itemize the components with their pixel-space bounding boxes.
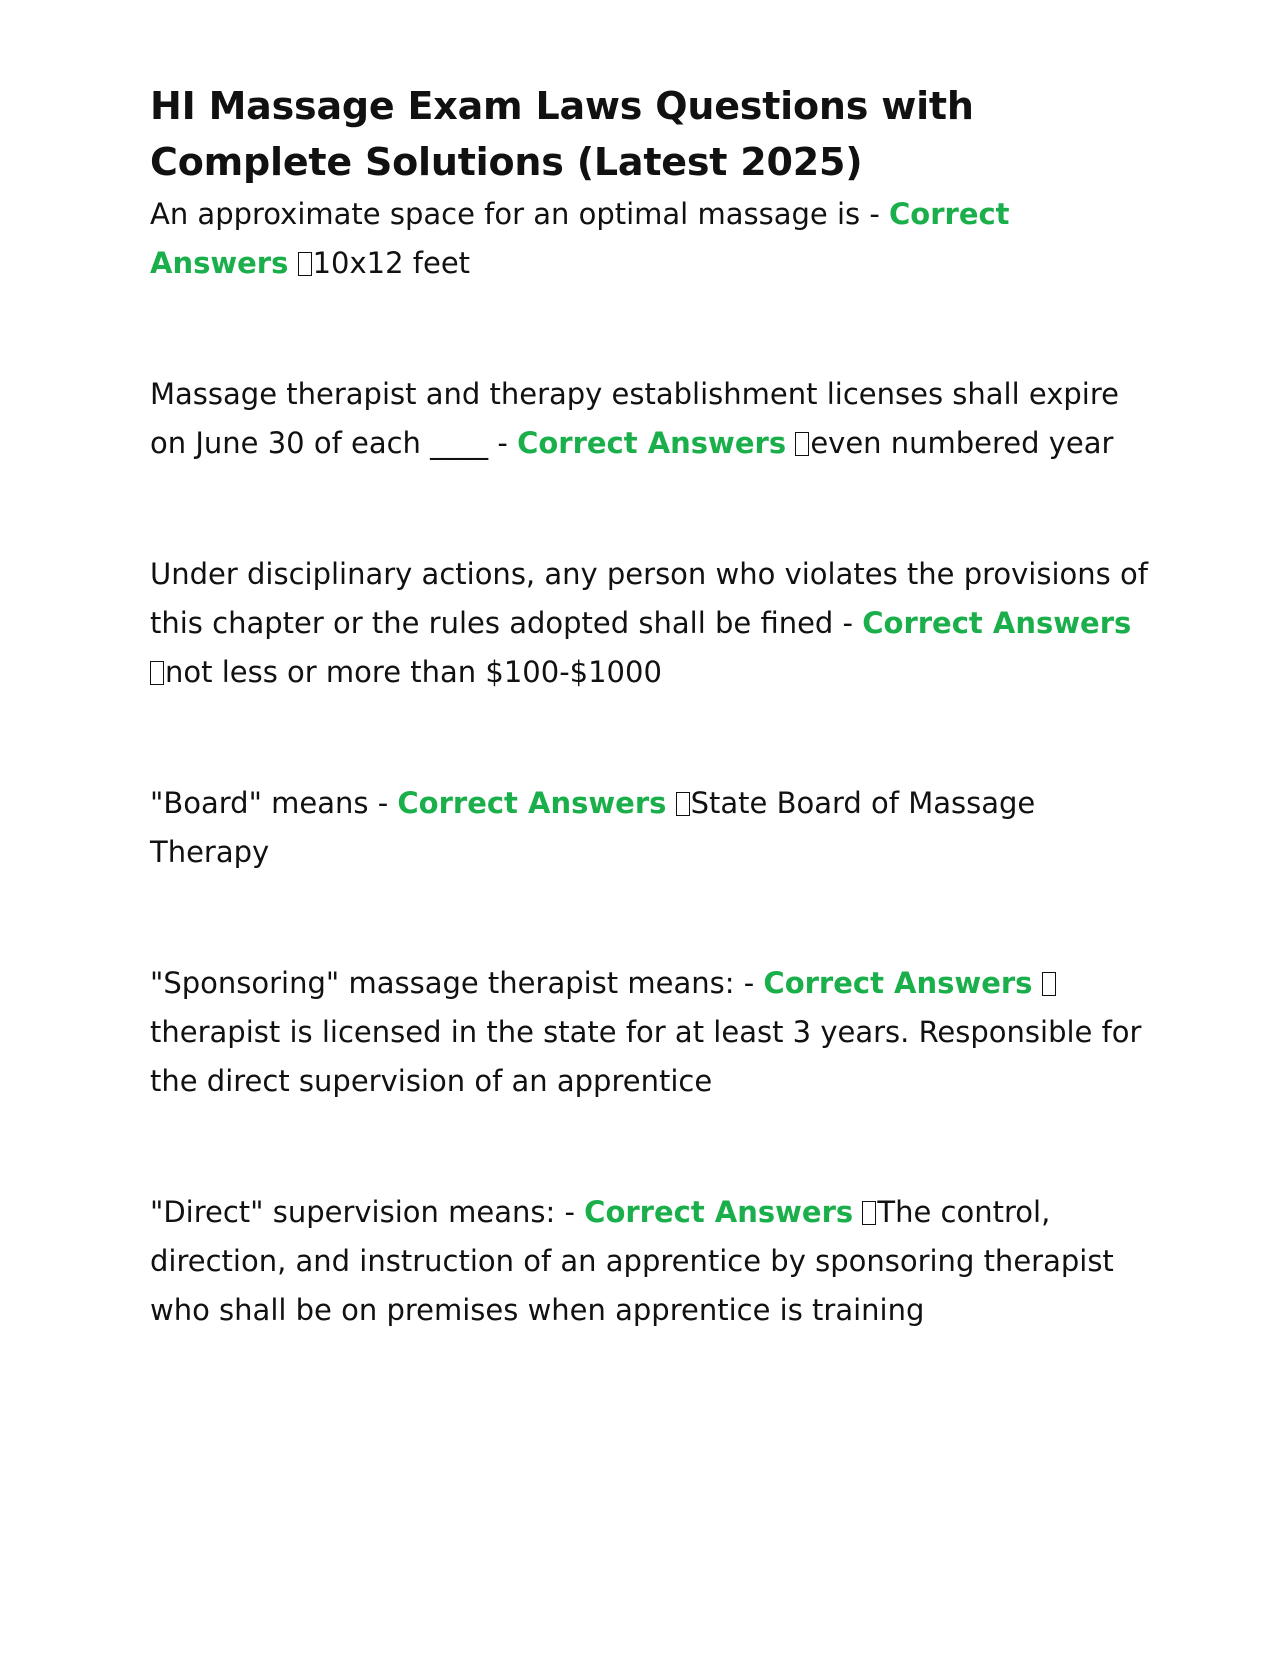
separator: - [555, 1195, 585, 1229]
answer-text: State Board of Massage Therapy [150, 786, 1036, 869]
separator: - [488, 426, 518, 460]
document-page [150, 78, 1150, 1417]
qa-item [150, 779, 1150, 877]
qa-item [150, 370, 1150, 468]
answer-label: Correct Answers [517, 426, 787, 460]
missing-glyph-icon [795, 432, 809, 456]
separator: - [833, 606, 863, 640]
question-text: "Direct" supervision means: [150, 1195, 556, 1229]
missing-glyph-icon [862, 1201, 876, 1225]
document-title: HI Massage Exam Laws Questions with Complete Solutions (Latest 2025) [150, 84, 974, 184]
qa-item [150, 1188, 1150, 1335]
answer-label: Correct Answers [862, 606, 1132, 640]
question-text: Under disciplinary actions, any person who violates the provisions of this chapter or the rules adopted shall be fined [150, 557, 1148, 640]
missing-glyph-icon [676, 792, 690, 816]
qa-item [150, 550, 1150, 697]
answer-label: Correct Answers [584, 1195, 854, 1229]
missing-glyph-icon [1042, 972, 1056, 996]
qa-item [150, 190, 1150, 288]
separator: - [860, 197, 890, 231]
question-text: An approximate space for an optimal massage is [150, 197, 861, 231]
answer-label: Correct Answers [150, 197, 1010, 280]
missing-glyph-icon [298, 252, 312, 276]
missing-glyph-icon [150, 661, 164, 685]
answer-label: Correct Answers [397, 786, 667, 820]
separator: - [734, 966, 764, 1000]
question-text: Massage therapist and therapy establishment licenses shall expire on June 30 of each ____ [150, 377, 1119, 460]
answer-label: Correct Answers [763, 966, 1033, 1000]
answer-text: 10x12 feet [312, 246, 471, 280]
question-text: "Sponsoring" massage therapist means: [150, 966, 735, 1000]
answer-text: even numbered year [810, 426, 1114, 460]
question-text: "Board" means [150, 786, 369, 820]
answer-text: therapist is licensed in the state for at least 3 years. Responsible for the direct supervision of an apprentice [150, 1015, 1142, 1098]
separator: - [368, 786, 398, 820]
answer-text: The control, direction, and instruction of an apprentice by sponsoring therapist who shall be on premises when apprentice is training [150, 1195, 1114, 1327]
qa-item [150, 959, 1150, 1106]
answer-text: not less or more than $100-$1000 [165, 655, 662, 689]
